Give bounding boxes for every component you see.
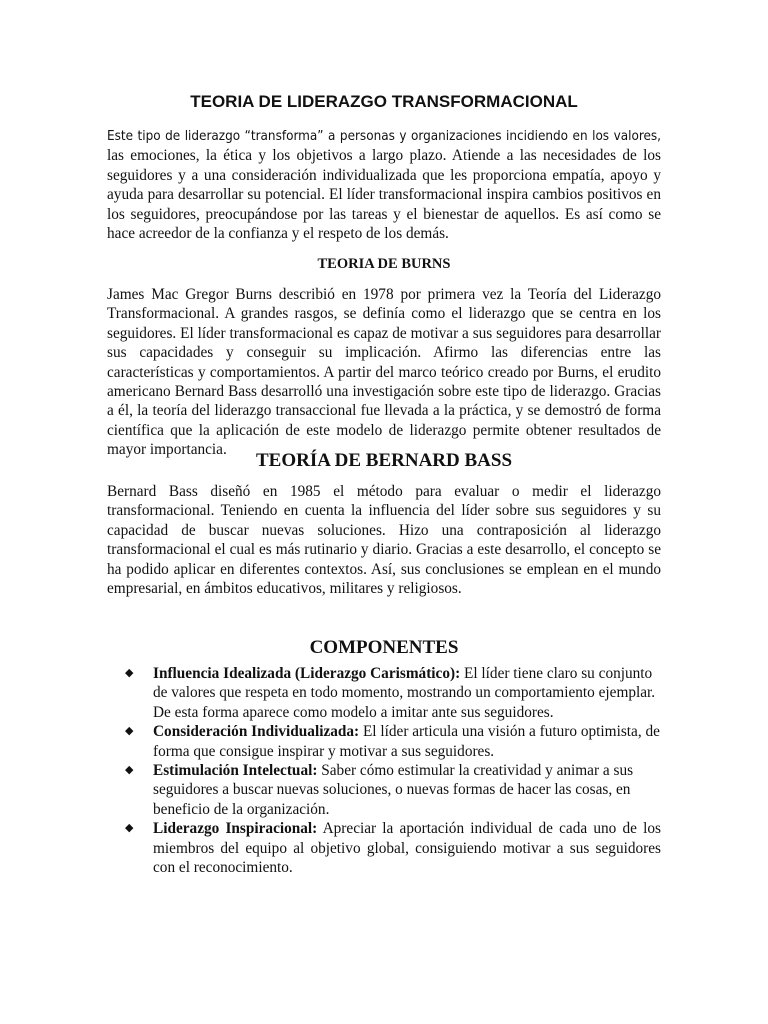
- intro-paragraph: [107, 126, 661, 243]
- item-text: Apreciar la aportación individual de cada uno de los miembros del equipo al objetivo global, consiguiendo motivar a sus seguidores con el reconocimiento.: [153, 820, 661, 877]
- item-term: Influencia Idealizada (Liderazgo Carismático):: [153, 665, 461, 682]
- diamond-bullet-icon: ◆: [125, 667, 134, 679]
- burns-heading: TEORIA DE BURNS: [317, 256, 451, 272]
- bass-heading: TEORÍA DE BERNARD BASS: [255, 450, 513, 471]
- intro-rest: las emociones, la ética y los objetivos a largo plazo. Atiende a las necesidades de los seguidores y a una consideración individualizada que les proporciona empatía, apoyo y ayuda para desarrollar su potencial. El líder transformacional inspira cambios positivos en los seguidores, preocupándose por las tareas y el bienestar de aquellos. Es así como se hace acreedor de la confianza y el respeto de los demás.: [107, 147, 661, 243]
- bass-paragraph: Bernard Bass diseñó en 1985 el método para evaluar o medir el liderazgo transformacional. Teniendo en cuenta la influencia del líder sobre sus seguidores y su capacidad de buscar nuevas soluciones. Hizo una contraposición al liderazgo transformacional el cual es más rutinario y diario. Gracias a este desarrollo, el concepto se ha podido aplicar en diferentes contextos. Así, sus conclusiones se emplean en el mundo empresarial, en ámbitos educativos, militares y religiosos.: [107, 483, 661, 598]
- componentes-list: [125, 664, 661, 877]
- burns-paragraph: James Mac Gregor Burns describió en 1978 por primera vez la Teoría del Liderazgo Transformacional. A grandes rasgos, se definía como el liderazgo que se centra en los seguidores. El líder transformacional es capaz de motivar a sus seguidores para desarrollar sus capacidades y conseguir su implicación. Afirmo las diferencias entre las características y comportamientos. A partir del marco teórico creado por Burns, el erudito americano Bernard Bass desarrolló una investigación sobre este tipo de liderazgo. Gracias a él, la teoría del liderazgo transaccional fue llevada a la práctica, y se demostró de forma científica que la aplicación de este modelo de liderazgo permite obtener resultados de mayor importancia.: [107, 286, 661, 459]
- list-item: [125, 819, 661, 877]
- list-item: [125, 722, 661, 761]
- item-text: Saber cómo estimular la creatividad y animar a sus seguidores a buscar nuevas soluciones, o nuevas formas de hacer las cosas, en beneficio de la organización.: [153, 762, 634, 818]
- diamond-bullet-icon: ◆: [125, 725, 134, 738]
- list-item: [125, 664, 661, 722]
- item-term: Liderazgo Inspiracional:: [153, 820, 318, 838]
- diamond-bullet-icon: ◆: [125, 822, 134, 835]
- item-term: Consideración Individualizada:: [153, 723, 360, 741]
- item-text: El líder tiene claro su conjunto de valores que respeta en todo momento, mostrando un comportamiento ejemplar. De esta forma aparece como modelo a imitar ante sus seguidores.: [153, 665, 656, 721]
- item-term: Estimulación Intelectual:: [153, 762, 318, 780]
- list-item: [125, 761, 661, 819]
- diamond-bullet-icon: ◆: [125, 764, 134, 777]
- item-text: El líder articula una visión a futuro optimista, de forma que consigue inspirar y motivar a sus seguidores.: [153, 723, 660, 760]
- intro-first-line: Este tipo de liderazgo “transforma” a personas y organizaciones incidiendo en los valores,: [107, 129, 661, 144]
- document-title: TEORIA DE LIDERAZGO TRANSFORMACIONAL: [190, 92, 578, 111]
- componentes-heading: COMPONENTES: [309, 637, 459, 658]
